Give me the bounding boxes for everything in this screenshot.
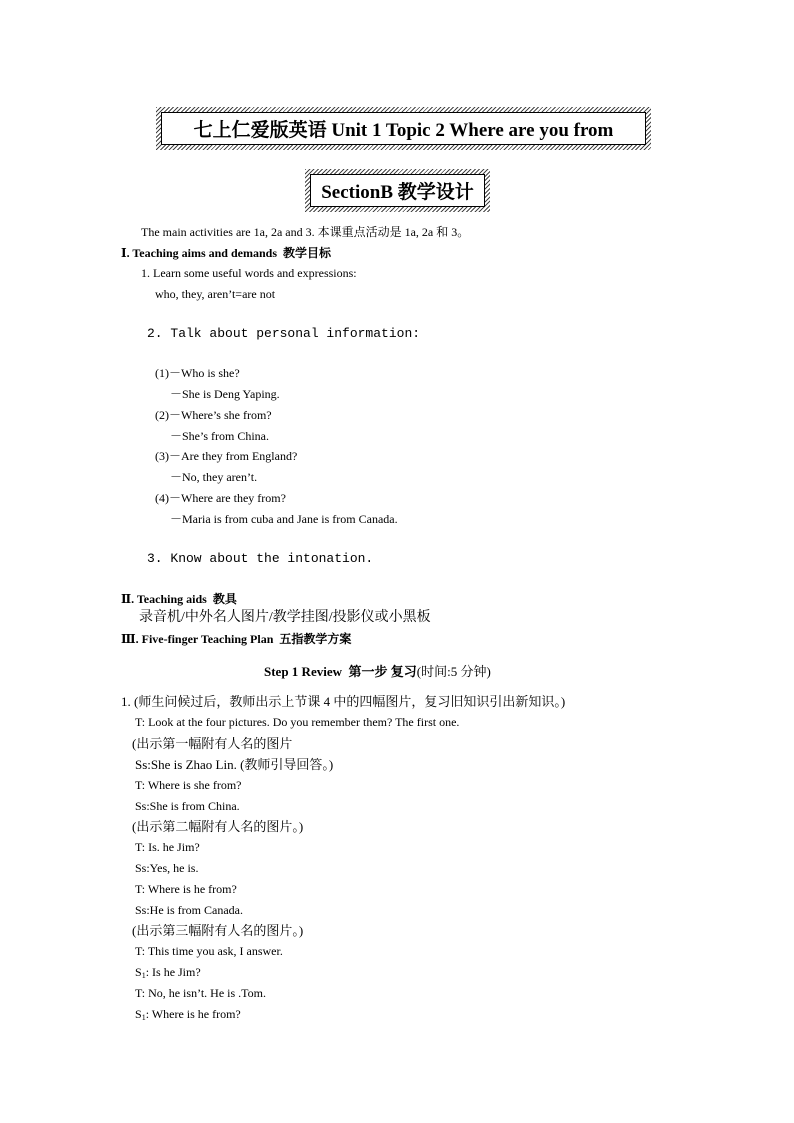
section-3-heading-en: Ⅲ. Five-finger Teaching Plan <box>121 632 274 646</box>
procedure-line: (出示第一幅附有人名的图片 <box>132 736 293 751</box>
dialog-line: －She is Deng Yaping. <box>170 387 280 401</box>
dialog-line: (4)－Where are they from? <box>155 491 286 505</box>
dialog-line: －No, they aren’t. <box>170 470 258 484</box>
aim-item-1-words: who, they, aren’t=are not <box>155 287 276 301</box>
document-title: 七上仁爱版英语 Unit 1 Topic 2 Where are you from <box>161 112 646 145</box>
step-1-label-cn: 第一步 复习 <box>348 664 417 679</box>
section-2-heading <box>121 593 237 605</box>
procedure-line: Ss:She is Zhao Lin. (教师引导回答。) <box>135 757 334 772</box>
aim-item-2: 2. Talk about personal information: <box>147 326 421 341</box>
aim-item-3: 3. Know about the intonation. <box>147 551 374 566</box>
line-text: : Is he Jim? <box>145 965 201 979</box>
procedure-line: 1. (师生问候过后，教师出示上节课 4 中的四幅图片，复习旧知识引出新知识。) <box>121 694 566 709</box>
dialog-line: －She’s from China. <box>170 429 269 443</box>
procedure-line: (出示第二幅附有人名的图片。) <box>132 819 304 834</box>
procedure-line: Ss:He is from Canada. <box>135 903 243 917</box>
intro-text: The main activities are 1a, 2a and 3. 本课重点活动是 1a, 2a 和 3。 <box>141 225 470 239</box>
procedure-line: Ss:She is from China. <box>135 799 240 813</box>
document-subtitle: SectionB 教学设计 <box>310 174 485 207</box>
section-1-heading <box>121 247 331 259</box>
speaker: S <box>135 1007 142 1021</box>
title-box-2 <box>305 169 490 212</box>
step-1-label-en: Step 1 Review <box>264 664 342 679</box>
step-1-time: (时间:5 分钟) <box>416 664 491 679</box>
procedure-line-student <box>135 1008 241 1022</box>
section-2-heading-en: Ⅱ. Teaching aids <box>121 592 207 606</box>
procedure-line: T: Is. he Jim? <box>135 840 200 854</box>
speaker-number: 1 <box>141 1013 146 1022</box>
step-1-heading <box>264 665 491 678</box>
teaching-aids-list: 录音机/中外名人图片/教学挂图/投影仪或小黑板 <box>139 610 431 625</box>
procedure-line: (出示第三幅附有人名的图片。) <box>132 923 304 938</box>
dialog-line: (3)－Are they from England? <box>155 449 298 463</box>
title-box-1 <box>156 107 651 150</box>
dialog-line: (1)－Who is she? <box>155 366 240 380</box>
procedure-line-student <box>135 966 201 980</box>
dialog-line: －Maria is from cuba and Jane is from Canada. <box>170 512 398 526</box>
line-text: : Where is he from? <box>145 1007 241 1021</box>
procedure-line: T: This time you ask, I answer. <box>135 944 283 958</box>
speaker: S <box>135 965 142 979</box>
section-1-heading-en: Ⅰ. Teaching aims and demands <box>121 246 277 260</box>
procedure-line: T: Where is he from? <box>135 882 237 896</box>
procedure-line: T: Where is she from? <box>135 778 242 792</box>
procedure-line: T: No, he isn’t. He is .Tom. <box>135 986 266 1000</box>
procedure-line: Ss:Yes, he is. <box>135 861 199 875</box>
aim-item-1: 1. Learn some useful words and expressions: <box>141 266 357 280</box>
dialog-line: (2)－Where’s she from? <box>155 408 272 422</box>
section-2-heading-cn: 教具 <box>212 592 237 606</box>
procedure-line: T: Look at the four pictures. Do you remember them? The first one. <box>135 715 460 729</box>
section-3-heading <box>121 633 351 645</box>
speaker-number: 1 <box>141 971 146 980</box>
section-1-heading-cn: 教学目标 <box>283 246 332 260</box>
section-3-heading-cn: 五指教学方案 <box>279 632 352 646</box>
